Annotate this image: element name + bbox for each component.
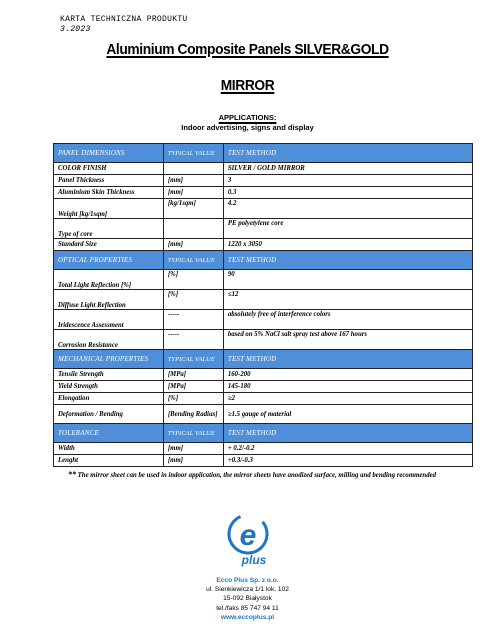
table-row: Corrosion Resistance ----- based on 5% NaCl salt spray test above 167 hours [54, 330, 473, 350]
spec-table [53, 143, 473, 467]
table-row: Type of core PE polyetylene core [54, 219, 473, 239]
company-city: 15-092 Białystok [223, 595, 272, 603]
table-row: Panel Thickness [mm] 3 [54, 175, 473, 187]
table-row: Tensile Strength [MPa] 160-200 [54, 369, 473, 381]
company-name: Ecco Plus Sp. z o.o. [216, 577, 279, 584]
table-row: Width [mm] + 0.2/-0.2 [54, 443, 473, 455]
table-row: Iridescence Assessment ----- absolutely free of interference colors [54, 310, 473, 330]
company-phone: tel./faks 85 747 94 11 [216, 604, 279, 612]
section-header-optical-properties: OPTICAL PROPERTIES TYPICAL VALUE TEST METHOD [54, 251, 473, 270]
table-row: Weight [kg/1sqm] [kg/1sqm] 4.2 [54, 199, 473, 219]
table-row: Aluminium Skin Thickness [mm] 0.3 [54, 187, 473, 199]
section-header-tolerance: TOLERANCE TYPICAL VALUE TEST METHOD [54, 424, 473, 443]
company-info [0, 576, 495, 622]
applications-text: Indoor advertising, signs and display [181, 123, 314, 132]
section-header-panel-dimensions: PANEL DIMENSIONS TYPICAL VALUE TEST METHOD [54, 144, 473, 163]
table-row: Elongation [%] ≥2 [54, 393, 473, 405]
logo-letter: e [239, 519, 257, 552]
product-title-line1: Aluminium Composite Panels SILVER&GOLD [106, 42, 389, 58]
table-row: Deformation / Bending [Bending Radius] ≥1.5 gauge of material [54, 405, 473, 424]
table-row: Total Light Reflection [%] [%] 90 [54, 270, 473, 290]
table-row: COLOR FINISH SILVER / GOLD MIRROR [54, 163, 473, 175]
document-header [60, 15, 188, 35]
company-street: ul. Sienkiewicza 1/1 lok. 102 [206, 586, 289, 594]
footnote [62, 470, 442, 481]
logo-text: plus [241, 553, 267, 567]
header-date: 3.2023 [60, 25, 91, 34]
company-website-link[interactable]: www.eccoplus.pl [220, 613, 275, 621]
table-row: Yield Strength [MPa] 145-180 [54, 381, 473, 393]
applications-heading: APPLICATIONS: [218, 113, 277, 122]
section-header-mechanical-properties: MECHANICAL PROPERTIES TYPICAL VALUE TEST METHOD [54, 350, 473, 369]
footnote-stars: ** [67, 470, 76, 479]
logo-graphic [208, 512, 288, 568]
header-title: KARTA TECHNICZNA PRODUKTU [60, 15, 188, 24]
product-title-line2: MIRROR [220, 78, 275, 94]
table-row: Lenght [mm] +0.3/-0.3 [54, 455, 473, 467]
ecco-plus-logo [208, 512, 288, 568]
table-row: Diffuse Light Reflection [%] ≤12 [54, 290, 473, 310]
footnote-text: The mirror sheet can be used in indoor application, the mirror sheets have anodized surface, milling and bending recommended [75, 472, 437, 479]
table-row: Standard Size [mm] 1220 x 3050 [54, 239, 473, 251]
